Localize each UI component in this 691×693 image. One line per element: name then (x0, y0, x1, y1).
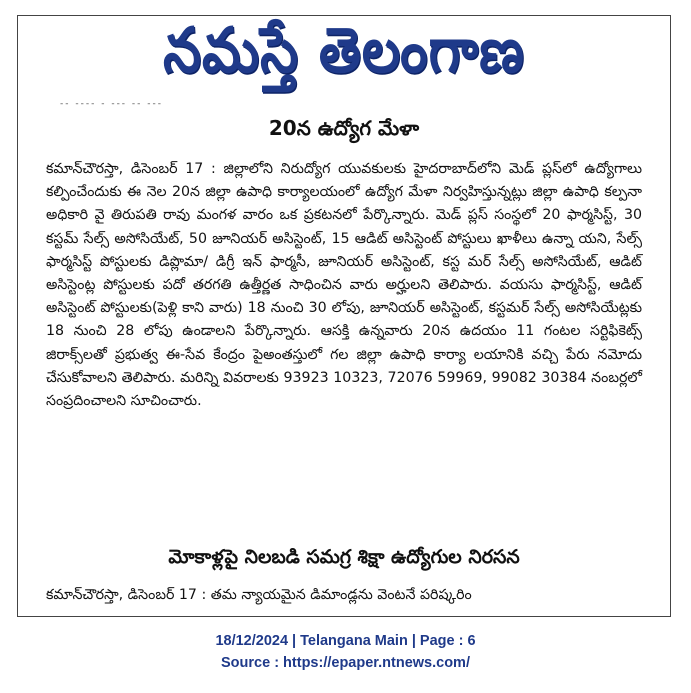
article-body (46, 158, 642, 413)
article-headline: 20న ఉద్యోగ మేళా (268, 116, 420, 140)
newspaper-clipping (17, 15, 671, 617)
masthead-title: నమస్తే తెలంగాణ (163, 15, 525, 87)
article-paragraph: కమాన్‌చౌరస్తా, డిసెంబర్ 17 : జిల్లాలోని నిరుద్యోగ యువకులకు హైదరాబాద్‌లోని మెడ్ ప్లస్‌లో ఉద్యోగాలు కల్పించేందుకు ఈ నెల 20న జిల్లా ఉపాధి కార్యాలయంలో ఉద్యోగ మేళా నిర్వహిస్తున్నట్లు జిల్లా ఉపాధి కల్పనా అధికారి వై తిరుపతి రావు మంగళ వారం ఒక ప్రకటనలో పేర్కొన్నారు. మెడ్ ప్లస్ సంస్థలో 20 ఫార్మసిస్ట్, 30 కస్టమ్ సేల్స్ అసోసియేట్, 50 జూనియర్ అసిస్టెంట్, 15 ఆడిట్ అసిస్టెంట్ పోస్టులు ఖాళీలు ఉన్నా యని, సేల్స్ ఫార్మసిస్ట్ పోస్టులకు డిప్లొమా/ డిగ్రీ ఇన్ ఫార్మసీ, జూనియర్ అసిస్టెంట్, కస్ట మర్ సేల్స్ అసోసియేట్, ఆడిట్ అసిస్టెంట్ల పోస్టులకు పదో తరగతి ఉత్తీర్ణత సాధించిన వారు అర్హులని తెలిపారు. వయసు ఫార్మసిస్ట్, ఆడిట్ అసిస్టెంట్ పోస్టులకు(పెళ్లి కాని వారు) 18 నుంచి 30 లోపు, జూనియర్ అసిస్టెంట్, కస్టమర్ సేల్స్ అసోసియేట్లకు 18 నుంచి 28 లోపు ఉండాలని పేర్కొన్నారు. ఆసక్తి ఉన్నవారు 20న ఉదయం 11 గంటల సర్టిఫికెట్స్ జిరాక్స్‌లతో ప్రభుత్వ ఈ-సేవ కేంద్రం పైఅంతస్తులో గల జిల్లా ఉపాధి కార్యా లయానికి వచ్చి పేరు నమోదు చేసుకోవాలని తెలిపారు. మరిన్ని వివరాలకు 93923 10323, 72076 59969, 99082 30384 నంబర్లలో సంప్రదించాలని సూచించారు. (46, 161, 642, 410)
footer-source-link: Source : https://epaper.ntnews.com/ (221, 655, 470, 671)
footer-date-edition: 18/12/2024 | Telangana Main | Page : 6 (215, 633, 476, 649)
masthead (18, 16, 670, 100)
second-article-headline: మోకాళ్లపై నిలబడి సమగ్ర శిక్షా ఉద్యోగుల నిరసన (168, 546, 520, 568)
second-article-body: కమాన్‌చౌరస్తా, డిసెంబర్ 17 : తమ న్యాయమైన డిమాండ్లను వెంటనే పరిష్కరిం (46, 587, 472, 603)
source-footer (0, 630, 691, 674)
cut-off-text: -- ---- - --- -- --- (60, 100, 164, 108)
